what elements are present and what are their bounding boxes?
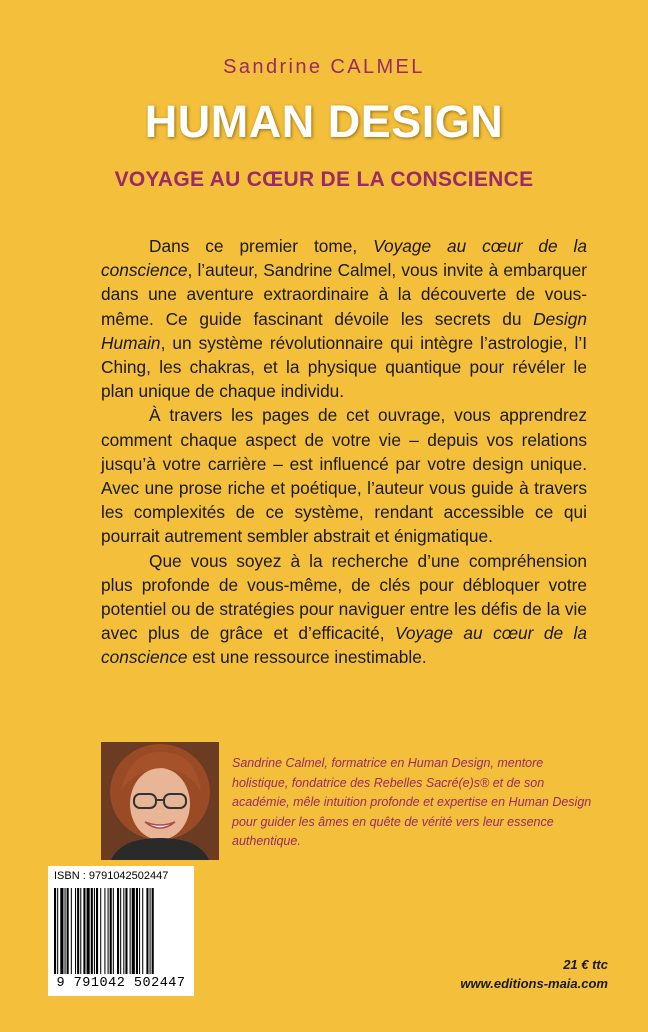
barcode-bar xyxy=(142,888,143,974)
barcode-bar xyxy=(113,888,114,974)
barcode-bar xyxy=(132,888,135,974)
barcode-bar xyxy=(139,888,140,974)
barcode-bar xyxy=(67,888,69,974)
isbn-barcode xyxy=(48,866,194,996)
barcode-bars xyxy=(48,886,194,976)
barcode-bar xyxy=(54,888,56,974)
barcode-bar xyxy=(71,888,72,974)
barcode-bar xyxy=(123,888,124,974)
barcode-bar xyxy=(120,888,121,974)
barcode-bar xyxy=(77,888,79,974)
barcode-bar xyxy=(80,888,81,974)
barcode-bar xyxy=(91,888,93,974)
barcode-bar xyxy=(87,888,90,974)
barcode-bar xyxy=(65,888,66,974)
author-portrait-icon xyxy=(101,742,219,860)
blurb-paragraph-1: Dans ce premier tome, Voyage au cœur de la conscience, l’auteur, Sandrine Calmel, vous invite à embarquer dans une aventure extraordinaire à la découverte de vous-même. Ce guide fascinant dévoile les secrets du Design Humain, un système révolutionnaire qui intègre l’astrologie, l’I Ching, les chakras, et la physique quantique pour révéler le plan unique de chaque individu. xyxy=(101,236,587,402)
barcode-bar xyxy=(57,888,58,974)
isbn-label: ISBN : 9791042502447 xyxy=(54,870,169,882)
author-bio: Sandrine Calmel, formatrice en Human Design, mentore holistique, fondatrice des Rebelles Sacré(e)s® et de son académie, mêle intuition profonde et expertise en Human Design pour guider les âmes en quête de vérité vers leur essence authentique. xyxy=(232,756,592,849)
blurb-paragraph-3: Que vous soyez à la recherche d’une compréhension plus profonde de vous-même, de clés pour débloquer votre potentiel ou de stratégies pour naviguer entre les défis de la vie avec plus de grâce et d’efficacité, Voyage au cœur de la conscience est une ressource inestimable. xyxy=(101,550,587,668)
author-photo xyxy=(101,742,219,860)
blurb-paragraph-2: À travers les pages de cet ouvrage, vous apprendrez comment chaque aspect de votre vie – depuis vos relations jusqu’à votre carrière – est influencé par votre design unique. Avec une prose riche et poétique, l’auteur vous guide à travers les complexités de ce système, rendant accessible ce qui pourrait autrement sembler abstrait et énigmatique. xyxy=(101,405,587,547)
barcode-bar xyxy=(83,888,85,974)
barcode-bar xyxy=(117,888,119,974)
book-title: HUMAN DESIGN xyxy=(144,96,504,147)
price: 21 € ttc xyxy=(563,957,608,972)
barcode-bar xyxy=(125,888,127,974)
back-cover-blurb xyxy=(101,234,587,670)
barcode-bar xyxy=(94,888,95,974)
barcode-bar xyxy=(150,888,151,974)
barcode-bar xyxy=(60,888,63,974)
barcode-bar xyxy=(100,888,101,974)
barcode-digits: 9 791042 502447 xyxy=(56,976,186,991)
publisher-website: www.editions-maia.com xyxy=(460,976,608,991)
barcode-bar xyxy=(108,888,109,974)
barcode-bar xyxy=(146,888,148,974)
barcode-bar xyxy=(136,888,138,974)
barcode-bar xyxy=(96,888,98,974)
barcode-bar xyxy=(110,888,112,974)
author-name: Sandrine CALMEL xyxy=(223,56,425,78)
barcode-bar xyxy=(130,888,131,974)
book-subtitle: VOYAGE AU CŒUR DE LA CONSCIENCE xyxy=(114,168,534,191)
barcode-bar xyxy=(104,888,105,974)
barcode-bar xyxy=(152,888,154,974)
barcode-bar xyxy=(75,888,76,974)
